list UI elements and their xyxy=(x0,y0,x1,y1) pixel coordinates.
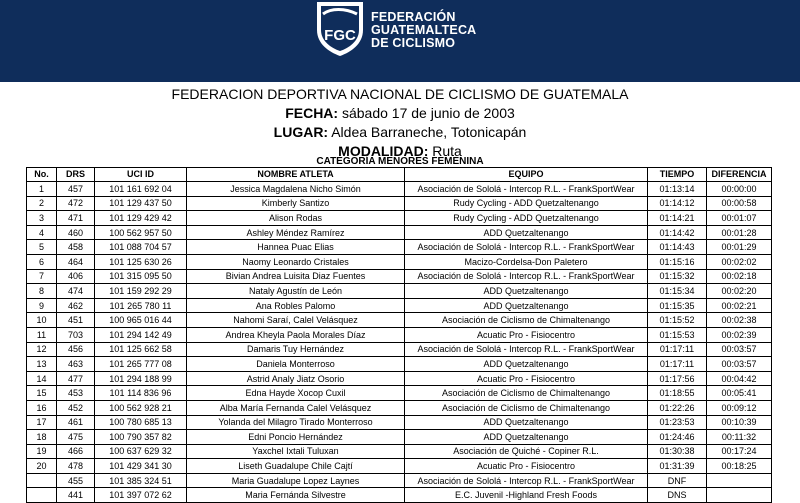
header-banner xyxy=(0,0,800,82)
cell-time: 01:13:14 xyxy=(648,182,707,197)
column-header-athlete: NOMBRE ATLETA xyxy=(187,168,405,182)
cell-time: 01:17:11 xyxy=(648,357,707,372)
cell-team: Asociación de Sololá - Intercop R.L. - FrankSportWear xyxy=(405,269,648,284)
federation-name-line-1: FEDERACIÓN xyxy=(371,10,456,24)
cell-no: 5 xyxy=(27,240,57,255)
cell-uci-id: 101 315 095 50 xyxy=(95,269,187,284)
cell-team: ADD Quetzaltenango xyxy=(405,284,648,299)
table-row xyxy=(27,196,772,211)
cell-athlete: Edni Poncio Hernández xyxy=(187,430,405,445)
federation-name-line-3: DE CICLISMO xyxy=(371,36,456,50)
cell-time: DNS xyxy=(648,488,707,503)
cell-no: 3 xyxy=(27,211,57,226)
federation-name-line-2: GUATEMALTECA xyxy=(371,23,477,37)
document-header xyxy=(0,85,800,161)
cell-difference: 00:11:32 xyxy=(707,430,772,445)
cell-uci-id: 100 965 016 44 xyxy=(95,313,187,328)
cell-athlete: Damaris Tuy Hernández xyxy=(187,342,405,357)
cell-team: ADD Quetzaltenango xyxy=(405,225,648,240)
cell-athlete: Andrea Kheyla Paola Morales Díaz xyxy=(187,327,405,342)
cell-no: 6 xyxy=(27,254,57,269)
cell-time: 01:15:16 xyxy=(648,254,707,269)
cell-team: ADD Quetzaltenango xyxy=(405,298,648,313)
cell-athlete: Alba María Fernanda Calel Velásquez xyxy=(187,400,405,415)
cell-team: ADD Quetzaltenango xyxy=(405,357,648,372)
cell-difference: 00:17:24 xyxy=(707,444,772,459)
table-row xyxy=(27,415,772,430)
fecha-label: FECHA: xyxy=(285,105,339,121)
cell-difference: 00:01:28 xyxy=(707,225,772,240)
cell-athlete: Ashley Méndez Ramírez xyxy=(187,225,405,240)
cell-athlete: Hannea Puac Elias xyxy=(187,240,405,255)
cell-time: 01:17:56 xyxy=(648,371,707,386)
cell-difference xyxy=(707,488,772,503)
table-row xyxy=(27,488,772,503)
cell-athlete: Nahomi Saraí, Calel Velásquez xyxy=(187,313,405,328)
cell-team: Asociación de Ciclismo de Chimaltenango xyxy=(405,313,648,328)
cell-athlete: Astrid Analy Jiatz Osorio xyxy=(187,371,405,386)
cell-difference: 00:18:25 xyxy=(707,459,772,474)
cell-athlete: Naomy Leonardo Cristales xyxy=(187,254,405,269)
table-row xyxy=(27,357,772,372)
cell-uci-id: 101 159 292 29 xyxy=(95,284,187,299)
category-title: CATEGORÍA MENORES FEMENINA xyxy=(316,156,484,167)
cell-drs: 457 xyxy=(57,182,95,197)
cell-uci-id: 101 129 429 42 xyxy=(95,211,187,226)
cell-no xyxy=(27,488,57,503)
cell-drs: 456 xyxy=(57,342,95,357)
cell-time: 01:30:38 xyxy=(648,444,707,459)
cell-drs: 406 xyxy=(57,269,95,284)
federation-logo xyxy=(300,0,500,82)
cell-drs: 463 xyxy=(57,357,95,372)
cell-no: 12 xyxy=(27,342,57,357)
cell-athlete: Kimberly Santizo xyxy=(187,196,405,211)
cell-difference: 00:03:57 xyxy=(707,357,772,372)
cell-time: 01:14:42 xyxy=(648,225,707,240)
cell-difference: 00:02:39 xyxy=(707,327,772,342)
cell-drs: 455 xyxy=(57,473,95,488)
cell-time: 01:15:52 xyxy=(648,313,707,328)
table-row xyxy=(27,240,772,255)
cell-difference xyxy=(707,473,772,488)
cell-team: Asociación de Sololá - Intercop R.L. - FrankSportWear xyxy=(405,240,648,255)
cell-difference: 00:02:02 xyxy=(707,254,772,269)
cell-athlete: Yaxchel Ixtali Tuluxan xyxy=(187,444,405,459)
cell-team: Macizo-Cordelsa-Don Paletero xyxy=(405,254,648,269)
column-header-uci-id: UCI ID xyxy=(95,168,187,182)
cell-uci-id: 101 088 704 57 xyxy=(95,240,187,255)
column-header-time: TIEMPO xyxy=(648,168,707,182)
cell-drs: 460 xyxy=(57,225,95,240)
table-row xyxy=(27,269,772,284)
modalidad-label: MODALIDAD: xyxy=(338,143,429,159)
modalidad-value: Ruta xyxy=(432,143,462,159)
cell-uci-id: 100 637 629 32 xyxy=(95,444,187,459)
cell-drs: 477 xyxy=(57,371,95,386)
cell-team: Acuatic Pro - Fisiocentro xyxy=(405,327,648,342)
cell-no: 18 xyxy=(27,430,57,445)
column-header-difference: DIFERENCIA xyxy=(707,168,772,182)
column-header-drs: DRS xyxy=(57,168,95,182)
cell-difference: 00:01:07 xyxy=(707,211,772,226)
cell-time: 01:15:34 xyxy=(648,284,707,299)
table-row xyxy=(27,313,772,328)
cell-drs: 475 xyxy=(57,430,95,445)
cell-no: 11 xyxy=(27,327,57,342)
cell-uci-id: 101 294 188 99 xyxy=(95,371,187,386)
cell-team: E.C. Juvenil -Highland Fresh Foods xyxy=(405,488,648,503)
cell-no: 1 xyxy=(27,182,57,197)
column-header-no: No. xyxy=(27,168,57,182)
cell-difference: 00:03:57 xyxy=(707,342,772,357)
table-row xyxy=(27,327,772,342)
table-row xyxy=(27,400,772,415)
cell-team: Asociación de Sololá - Intercop R.L. - FrankSportWear xyxy=(405,182,648,197)
lugar-label: LUGAR: xyxy=(273,124,329,140)
table-row xyxy=(27,371,772,386)
cell-no xyxy=(27,473,57,488)
results-table xyxy=(26,167,772,503)
cell-uci-id: 101 125 630 26 xyxy=(95,254,187,269)
cell-difference: 00:01:29 xyxy=(707,240,772,255)
lugar-value: Aldea Barraneche, Totonicapán xyxy=(331,124,527,140)
cell-difference: 00:00:00 xyxy=(707,182,772,197)
cell-no: 13 xyxy=(27,357,57,372)
cell-team: Asociación de Ciclismo de Chimaltenango xyxy=(405,400,648,415)
cell-athlete: Maria Guadalupe Lopez Laynes xyxy=(187,473,405,488)
cell-difference: 00:09:12 xyxy=(707,400,772,415)
cell-time: 01:17:11 xyxy=(648,342,707,357)
column-header-team: EQUIPO xyxy=(405,168,648,182)
cell-drs: 462 xyxy=(57,298,95,313)
logo-text: FGC xyxy=(324,27,356,44)
cell-athlete: Jessica Magdalena Nicho Simón xyxy=(187,182,405,197)
fecha-value: sábado 17 de junio de 2003 xyxy=(341,105,515,121)
cell-difference: 00:02:20 xyxy=(707,284,772,299)
cell-drs: 471 xyxy=(57,211,95,226)
cell-drs: 441 xyxy=(57,488,95,503)
cell-no: 2 xyxy=(27,196,57,211)
cell-time: 01:23:53 xyxy=(648,415,707,430)
cell-athlete: Nataly Agustín de León xyxy=(187,284,405,299)
table-row xyxy=(27,386,772,401)
cell-uci-id: 100 562 957 50 xyxy=(95,225,187,240)
cell-drs: 703 xyxy=(57,327,95,342)
cell-uci-id: 100 780 685 13 xyxy=(95,415,187,430)
cell-no: 14 xyxy=(27,371,57,386)
table-row xyxy=(27,284,772,299)
cell-uci-id: 101 397 072 62 xyxy=(95,488,187,503)
cell-time: 01:18:55 xyxy=(648,386,707,401)
cell-no: 4 xyxy=(27,225,57,240)
cell-uci-id: 101 294 142 49 xyxy=(95,327,187,342)
cell-team: Asociación de Sololá - Intercop R.L. - FrankSportWear xyxy=(405,473,648,488)
cell-drs: 453 xyxy=(57,386,95,401)
cell-athlete: Daniela Monterroso xyxy=(187,357,405,372)
cell-team: ADD Quetzaltenango xyxy=(405,430,648,445)
cell-time: 01:22:26 xyxy=(648,400,707,415)
cell-uci-id: 101 125 662 58 xyxy=(95,342,187,357)
table-row xyxy=(27,211,772,226)
cell-no: 15 xyxy=(27,386,57,401)
cell-uci-id: 100 562 928 21 xyxy=(95,400,187,415)
table-row xyxy=(27,182,772,197)
cell-uci-id: 101 265 777 08 xyxy=(95,357,187,372)
cell-difference: 00:02:18 xyxy=(707,269,772,284)
cell-drs: 474 xyxy=(57,284,95,299)
cell-team: Asociación de Sololá - Intercop R.L. - FrankSportWear xyxy=(405,342,648,357)
cell-athlete: Edna Hayde Xocop Cuxil xyxy=(187,386,405,401)
cell-uci-id: 101 265 780 11 xyxy=(95,298,187,313)
cell-uci-id: 101 129 437 50 xyxy=(95,196,187,211)
cell-athlete: Yolanda del Milagro Tirado Monterroso xyxy=(187,415,405,430)
cell-uci-id: 101 385 324 51 xyxy=(95,473,187,488)
shield-icon xyxy=(313,0,367,58)
cell-difference: 00:05:41 xyxy=(707,386,772,401)
cell-time: 01:14:43 xyxy=(648,240,707,255)
cell-no: 16 xyxy=(27,400,57,415)
table-row xyxy=(27,225,772,240)
cell-uci-id: 101 429 341 30 xyxy=(95,459,187,474)
cell-time: 01:31:39 xyxy=(648,459,707,474)
cell-time: 01:14:12 xyxy=(648,196,707,211)
cell-time: 01:15:53 xyxy=(648,327,707,342)
cell-difference: 00:02:38 xyxy=(707,313,772,328)
cell-team: Asociación de Ciclismo de Chimaltenango xyxy=(405,386,648,401)
federation-name xyxy=(371,11,476,50)
cell-uci-id: 100 790 357 82 xyxy=(95,430,187,445)
cell-difference: 00:00:58 xyxy=(707,196,772,211)
cell-time: 01:24:46 xyxy=(648,430,707,445)
lugar-line xyxy=(0,123,800,142)
table-row xyxy=(27,254,772,269)
cell-no: 8 xyxy=(27,284,57,299)
cell-time: DNF xyxy=(648,473,707,488)
cell-drs: 451 xyxy=(57,313,95,328)
cell-drs: 472 xyxy=(57,196,95,211)
cell-no: 7 xyxy=(27,269,57,284)
document-title: FEDERACION DEPORTIVA NACIONAL DE CICLISMO DE GUATEMALA xyxy=(171,86,629,102)
table-header-row xyxy=(27,168,772,182)
cell-team: Acuatic Pro - Fisiocentro xyxy=(405,459,648,474)
cell-uci-id: 101 114 836 96 xyxy=(95,386,187,401)
table-row xyxy=(27,473,772,488)
cell-team: Acuatic Pro - Fisiocentro xyxy=(405,371,648,386)
cell-drs: 452 xyxy=(57,400,95,415)
cell-no: 10 xyxy=(27,313,57,328)
cell-drs: 461 xyxy=(57,415,95,430)
cell-difference: 00:10:39 xyxy=(707,415,772,430)
cell-athlete: Maria Fernánda Silvestre xyxy=(187,488,405,503)
cell-athlete: Bivian Andrea Luisita Diaz Fuentes xyxy=(187,269,405,284)
fecha-line xyxy=(0,104,800,123)
cell-drs: 466 xyxy=(57,444,95,459)
cell-no: 17 xyxy=(27,415,57,430)
table-row xyxy=(27,430,772,445)
cell-difference: 00:02:21 xyxy=(707,298,772,313)
table-row xyxy=(27,298,772,313)
cell-drs: 458 xyxy=(57,240,95,255)
cell-no: 19 xyxy=(27,444,57,459)
cell-athlete: Liseth Guadalupe Chile Cajtí xyxy=(187,459,405,474)
cell-team: Rudy Cycling - ADD Quetzaltenango xyxy=(405,196,648,211)
cell-team: Asociación de Quiché - Copiner R.L. xyxy=(405,444,648,459)
cell-drs: 478 xyxy=(57,459,95,474)
cell-athlete: Alison Rodas xyxy=(187,211,405,226)
cell-difference: 00:04:42 xyxy=(707,371,772,386)
results-body xyxy=(27,182,772,503)
cell-time: 01:14:21 xyxy=(648,211,707,226)
table-row xyxy=(27,444,772,459)
cell-team: Rudy Cycling - ADD Quetzaltenango xyxy=(405,211,648,226)
cell-time: 01:15:35 xyxy=(648,298,707,313)
cell-drs: 464 xyxy=(57,254,95,269)
cell-team: ADD Quetzaltenango xyxy=(405,415,648,430)
cell-athlete: Ana Robles Palomo xyxy=(187,298,405,313)
cell-time: 01:15:32 xyxy=(648,269,707,284)
cell-no: 9 xyxy=(27,298,57,313)
cell-no: 20 xyxy=(27,459,57,474)
table-row xyxy=(27,342,772,357)
cell-uci-id: 101 161 692 04 xyxy=(95,182,187,197)
table-row xyxy=(27,459,772,474)
